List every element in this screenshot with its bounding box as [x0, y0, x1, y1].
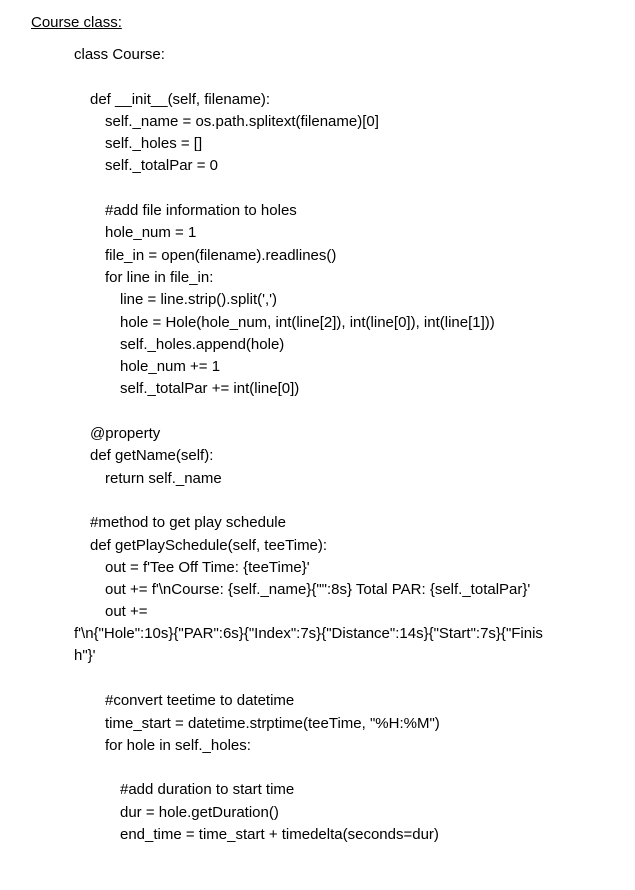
- document-title: Course class:: [31, 14, 122, 31]
- code-line: return self._name: [105, 470, 222, 487]
- code-line: def getName(self):: [90, 447, 214, 464]
- code-line: def __init__(self, filename):: [90, 91, 271, 108]
- code-line: dur = hole.getDuration(): [120, 804, 279, 821]
- code-line: def getPlaySchedule(self, teeTime):: [90, 537, 328, 554]
- code-line: out += f'\nCourse: {self._name}{"":8s} Total PAR: {self._totalPar}': [105, 581, 531, 598]
- code-line: #convert teetime to datetime: [105, 692, 295, 709]
- code-line: for line in file_in:: [105, 269, 214, 286]
- code-line: #method to get play schedule: [90, 514, 286, 531]
- code-line: #add file information to holes: [105, 202, 297, 219]
- code-line: file_in = open(filename).readlines(): [105, 247, 337, 264]
- code-line: self._totalPar = 0: [105, 157, 218, 174]
- code-line: h"}': [74, 647, 96, 664]
- code-line: class Course:: [74, 46, 165, 63]
- code-line: #add duration to start time: [120, 781, 295, 798]
- code-line: @property: [90, 425, 161, 442]
- code-line: f'\n{"Hole":10s}{"PAR":6s}{"Index":7s}{"Distance":14s}{"Start":7s}{"Finis: [74, 625, 543, 642]
- code-line: hole_num = 1: [105, 224, 197, 241]
- code-line: self._totalPar += int(line[0]): [120, 380, 300, 397]
- code-line: time_start = datetime.strptime(teeTime, "%H:%M"): [105, 715, 440, 732]
- code-line: line = line.strip().split(','): [120, 291, 278, 308]
- code-line: for hole in self._holes:: [105, 737, 251, 754]
- code-line: hole = Hole(hole_num, int(line[2]), int(line[0]), int(line[1])): [120, 314, 495, 331]
- code-line: out +=: [105, 603, 148, 620]
- code-line: self._name = os.path.splitext(filename)[0]: [105, 113, 379, 130]
- code-line: self._holes = []: [105, 135, 203, 152]
- code-line: self._holes.append(hole): [120, 336, 285, 353]
- code-line: hole_num += 1: [120, 358, 221, 375]
- code-line: end_time = time_start + timedelta(seconds=dur): [120, 826, 439, 843]
- code-line: out = f'Tee Off Time: {teeTime}': [105, 559, 310, 576]
